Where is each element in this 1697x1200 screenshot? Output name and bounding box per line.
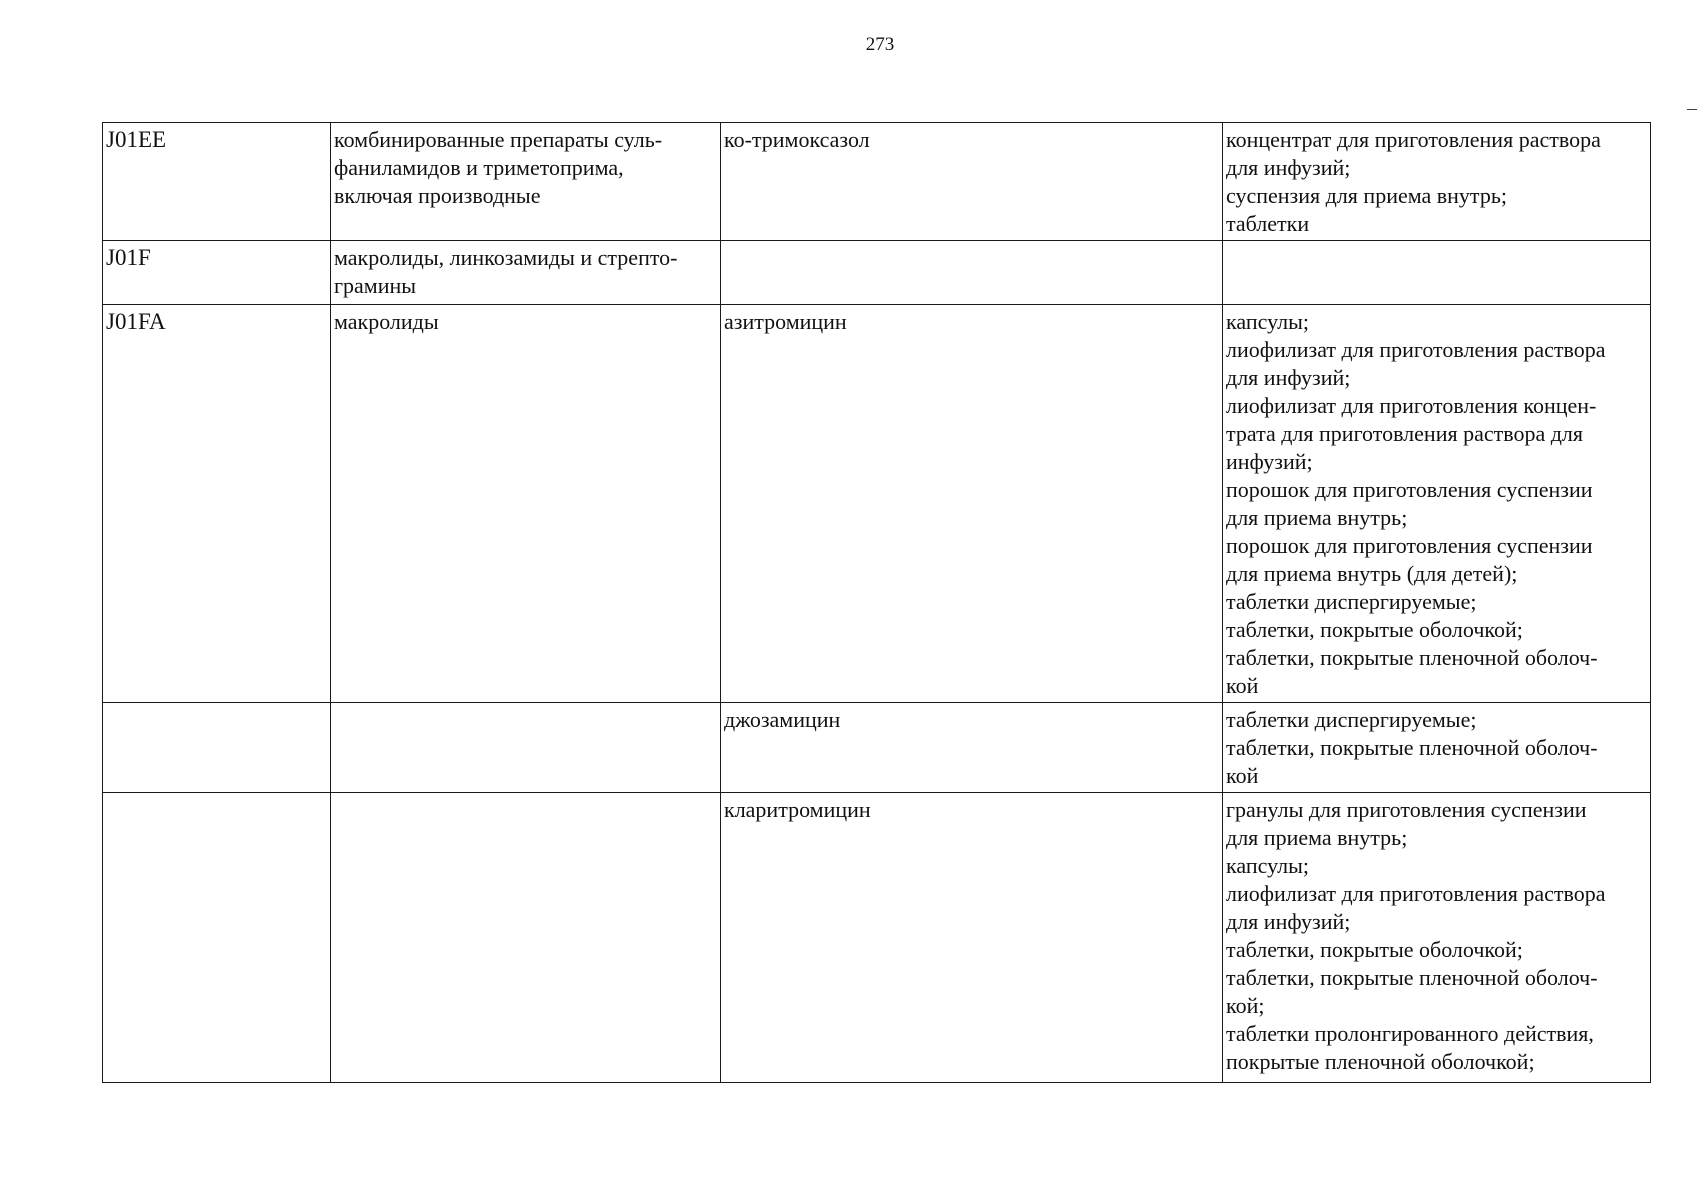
dosage-form-line: таблетки, покрытые оболочкой; xyxy=(1226,617,1523,642)
dosage-form-line: таблетки диспергируемые; xyxy=(1226,707,1477,732)
table-body xyxy=(103,123,1651,1083)
group-name-cell xyxy=(331,305,721,703)
dosage-form-line: трата для приготовления раствора для xyxy=(1226,421,1584,446)
group-name-text: макролиды xyxy=(334,309,439,334)
dosage-form-line: лиофилизат для приготовления раствора xyxy=(1226,881,1606,906)
dosage-form-line: инфузий; xyxy=(1226,449,1313,474)
drug-name-cell: кларитромицин xyxy=(721,793,1223,1083)
dosage-form-line: таблетки, покрытые пленочной оболоч- xyxy=(1226,965,1598,990)
group-name-cell xyxy=(331,703,721,793)
dosage-form-line: кой xyxy=(1226,673,1259,698)
drug-name-cell: ко-тримоксазол xyxy=(721,123,1223,241)
table-row xyxy=(103,305,1651,703)
dosage-forms-cell xyxy=(1223,793,1651,1083)
group-name-cell xyxy=(331,123,721,241)
atc-code-cell: J01EE xyxy=(103,123,331,241)
drug-name-cell: азитромицин xyxy=(721,305,1223,703)
dosage-form-line: лиофилизат для приготовления концен- xyxy=(1226,393,1597,418)
dosage-form-line: концентрат для приготовления раствора xyxy=(1226,127,1601,152)
dosage-form-line: гранулы для приготовления суспензии xyxy=(1226,797,1587,822)
table-row xyxy=(103,793,1651,1083)
dosage-form-line: для инфузий; xyxy=(1226,155,1351,180)
dosage-forms-cell xyxy=(1223,305,1651,703)
edge-mark xyxy=(1687,109,1697,110)
drug-classification-table xyxy=(102,122,1651,1083)
dosage-form-line: капсулы; xyxy=(1226,853,1309,878)
atc-code-cell xyxy=(103,793,331,1083)
dosage-form-line: покрытые пленочной оболочкой; xyxy=(1226,1049,1535,1074)
atc-code-cell: J01F xyxy=(103,241,331,305)
dosage-form-line: лиофилизат для приготовления раствора xyxy=(1226,337,1606,362)
dosage-form-line: суспензия для приема внутрь; xyxy=(1226,183,1507,208)
group-name-cell xyxy=(331,793,721,1083)
group-name-cell xyxy=(331,241,721,305)
atc-code-cell: J01FA xyxy=(103,305,331,703)
drug-name-cell xyxy=(721,241,1223,305)
table-row xyxy=(103,703,1651,793)
dosage-form-line: для инфузий; xyxy=(1226,365,1351,390)
dosage-form-line: для приема внутрь; xyxy=(1226,825,1408,850)
dosage-form-line: таблетки пролонгированного действия, xyxy=(1226,1021,1594,1046)
group-name-text: макролиды, линкозамиды и стрепто- грамины xyxy=(334,245,678,298)
dosage-form-line: для инфузий; xyxy=(1226,909,1351,934)
drug-name-cell: джозамицин xyxy=(721,703,1223,793)
dosage-form-line: таблетки, покрытые оболочкой; xyxy=(1226,937,1523,962)
dosage-form-line: для приема внутрь (для детей); xyxy=(1226,561,1518,586)
dosage-forms-cell xyxy=(1223,123,1651,241)
dosage-form-line: таблетки, покрытые пленочной оболоч- xyxy=(1226,645,1598,670)
table-row xyxy=(103,241,1651,305)
dosage-form-line: для приема внутрь; xyxy=(1226,505,1408,530)
dosage-form-line: таблетки диспергируемые; xyxy=(1226,589,1477,614)
dosage-forms-cell xyxy=(1223,703,1651,793)
dosage-forms-cell xyxy=(1223,241,1651,305)
dosage-form-line: кой xyxy=(1226,763,1259,788)
group-name-text: комбинированные препараты суль- фаниламидов и триметоприма, включая производные xyxy=(334,127,663,208)
dosage-form-line: порошок для приготовления суспензии xyxy=(1226,477,1593,502)
page-number: 273 xyxy=(865,34,895,55)
dosage-form-line: таблетки xyxy=(1226,211,1310,236)
dosage-form-line: капсулы; xyxy=(1226,309,1309,334)
atc-code-cell xyxy=(103,703,331,793)
dosage-form-line: таблетки, покрытые пленочной оболоч- xyxy=(1226,735,1598,760)
dosage-form-line: порошок для приготовления суспензии xyxy=(1226,533,1593,558)
table-row xyxy=(103,123,1651,241)
dosage-form-line: кой; xyxy=(1226,993,1265,1018)
